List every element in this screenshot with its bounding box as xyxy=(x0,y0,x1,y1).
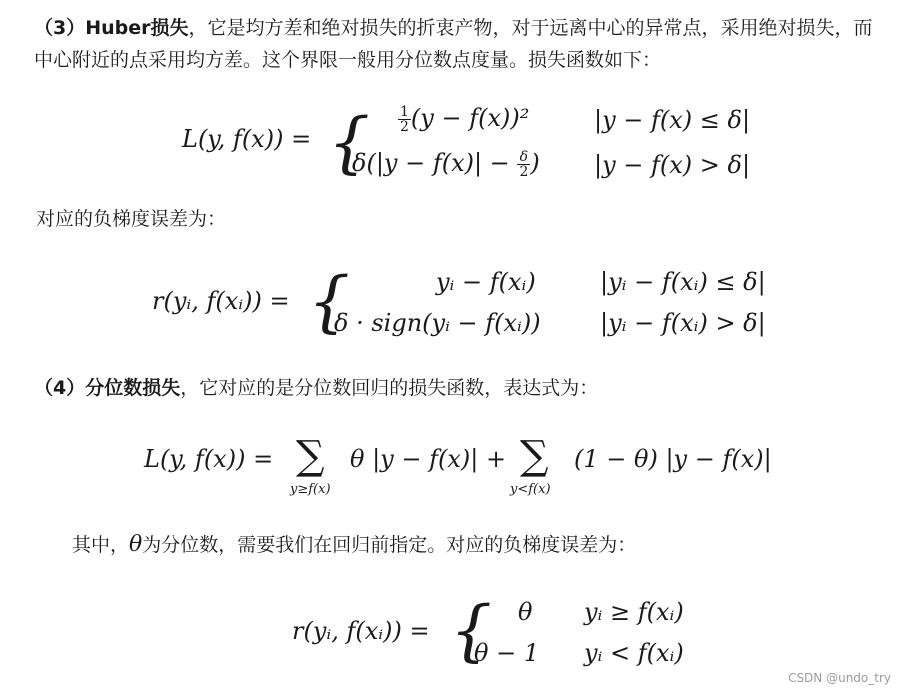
sum1-subscript: y≥f(x) xyxy=(290,482,331,497)
huber-lhs: L(y, f(x)) = xyxy=(182,125,312,153)
quantile-term1: θ |y − f(x)| + xyxy=(350,445,507,473)
quantile-lhs: L(y, f(x)) = xyxy=(144,445,274,473)
huber-case2: δ(|y − f(x)| − $\frac{\delta}{2}$ ) xyxy=(352,149,540,180)
watermark: CSDN @undo_try xyxy=(788,671,891,685)
huber-description: ，它是均方差和绝对损失的折衷产物，对于远离中心的异常点，采用绝对损失，而中心附近的点采用均方差。这个界限一般用分位数点度量。损失函数如下： xyxy=(34,17,873,71)
delta-half-fraction: $\frac{\delta}{2}$ xyxy=(519,149,529,180)
sum2-subscript: y<f(x) xyxy=(510,482,551,497)
quantile-heading: （4）分位数损失 xyxy=(34,377,181,399)
huber-grad-brace: { xyxy=(308,263,350,340)
quantile-grad-case2-condition: yᵢ < f(xᵢ) xyxy=(584,639,684,667)
huber-brace: { xyxy=(328,104,370,181)
quantile-grad-case1-condition: yᵢ ≥ f(xᵢ) xyxy=(584,598,684,626)
huber-case1-expr: (y − f(x))² xyxy=(410,104,530,132)
quantile-paragraph xyxy=(34,372,598,404)
quantile-term2: (1 − θ) |y − f(x)| xyxy=(574,445,772,473)
theta-symbol: θ xyxy=(129,532,143,557)
quantile-grad-lhs: r(yᵢ, f(xᵢ)) = xyxy=(292,617,430,645)
huber-case1-condition: |y − f(x) ≤ δ| xyxy=(594,106,751,134)
huber-paragraph xyxy=(34,12,884,76)
quantile-grad-brace: { xyxy=(450,592,492,669)
gradient-label-1: 对应的负梯度误差为： xyxy=(36,208,227,230)
quantile-grad-case2: θ − 1 xyxy=(474,639,540,667)
huber-case2-condition: |y − f(x) > δ| xyxy=(594,151,751,179)
huber-grad-case2: δ · sign(yᵢ − f(xᵢ)) xyxy=(334,309,541,337)
huber-grad-case2-condition: |yᵢ − f(xᵢ) > δ| xyxy=(600,309,766,337)
huber-heading: （3）Huber损失 xyxy=(34,17,189,39)
huber-grad-case1-condition: |yᵢ − f(xᵢ) ≤ δ| xyxy=(600,268,766,296)
huber-case1 xyxy=(398,104,529,134)
quantile-description: ，它对应的是分位数回归的损失函数，表达式为： xyxy=(180,377,599,399)
quantile-grad-case1: θ xyxy=(518,598,533,626)
theta-paragraph: 其中，θ为分位数，需要我们在回归前指定。对应的负梯度误差为： xyxy=(72,532,637,557)
sum-symbol-2: ∑ xyxy=(520,433,549,479)
huber-grad-case1: yᵢ − f(xᵢ) xyxy=(436,268,536,296)
huber-grad-lhs: r(yᵢ, f(xᵢ)) = xyxy=(152,287,290,315)
half-fraction: $\frac{1}{2}$ xyxy=(400,104,409,135)
sum-symbol-1: ∑ xyxy=(296,433,325,479)
